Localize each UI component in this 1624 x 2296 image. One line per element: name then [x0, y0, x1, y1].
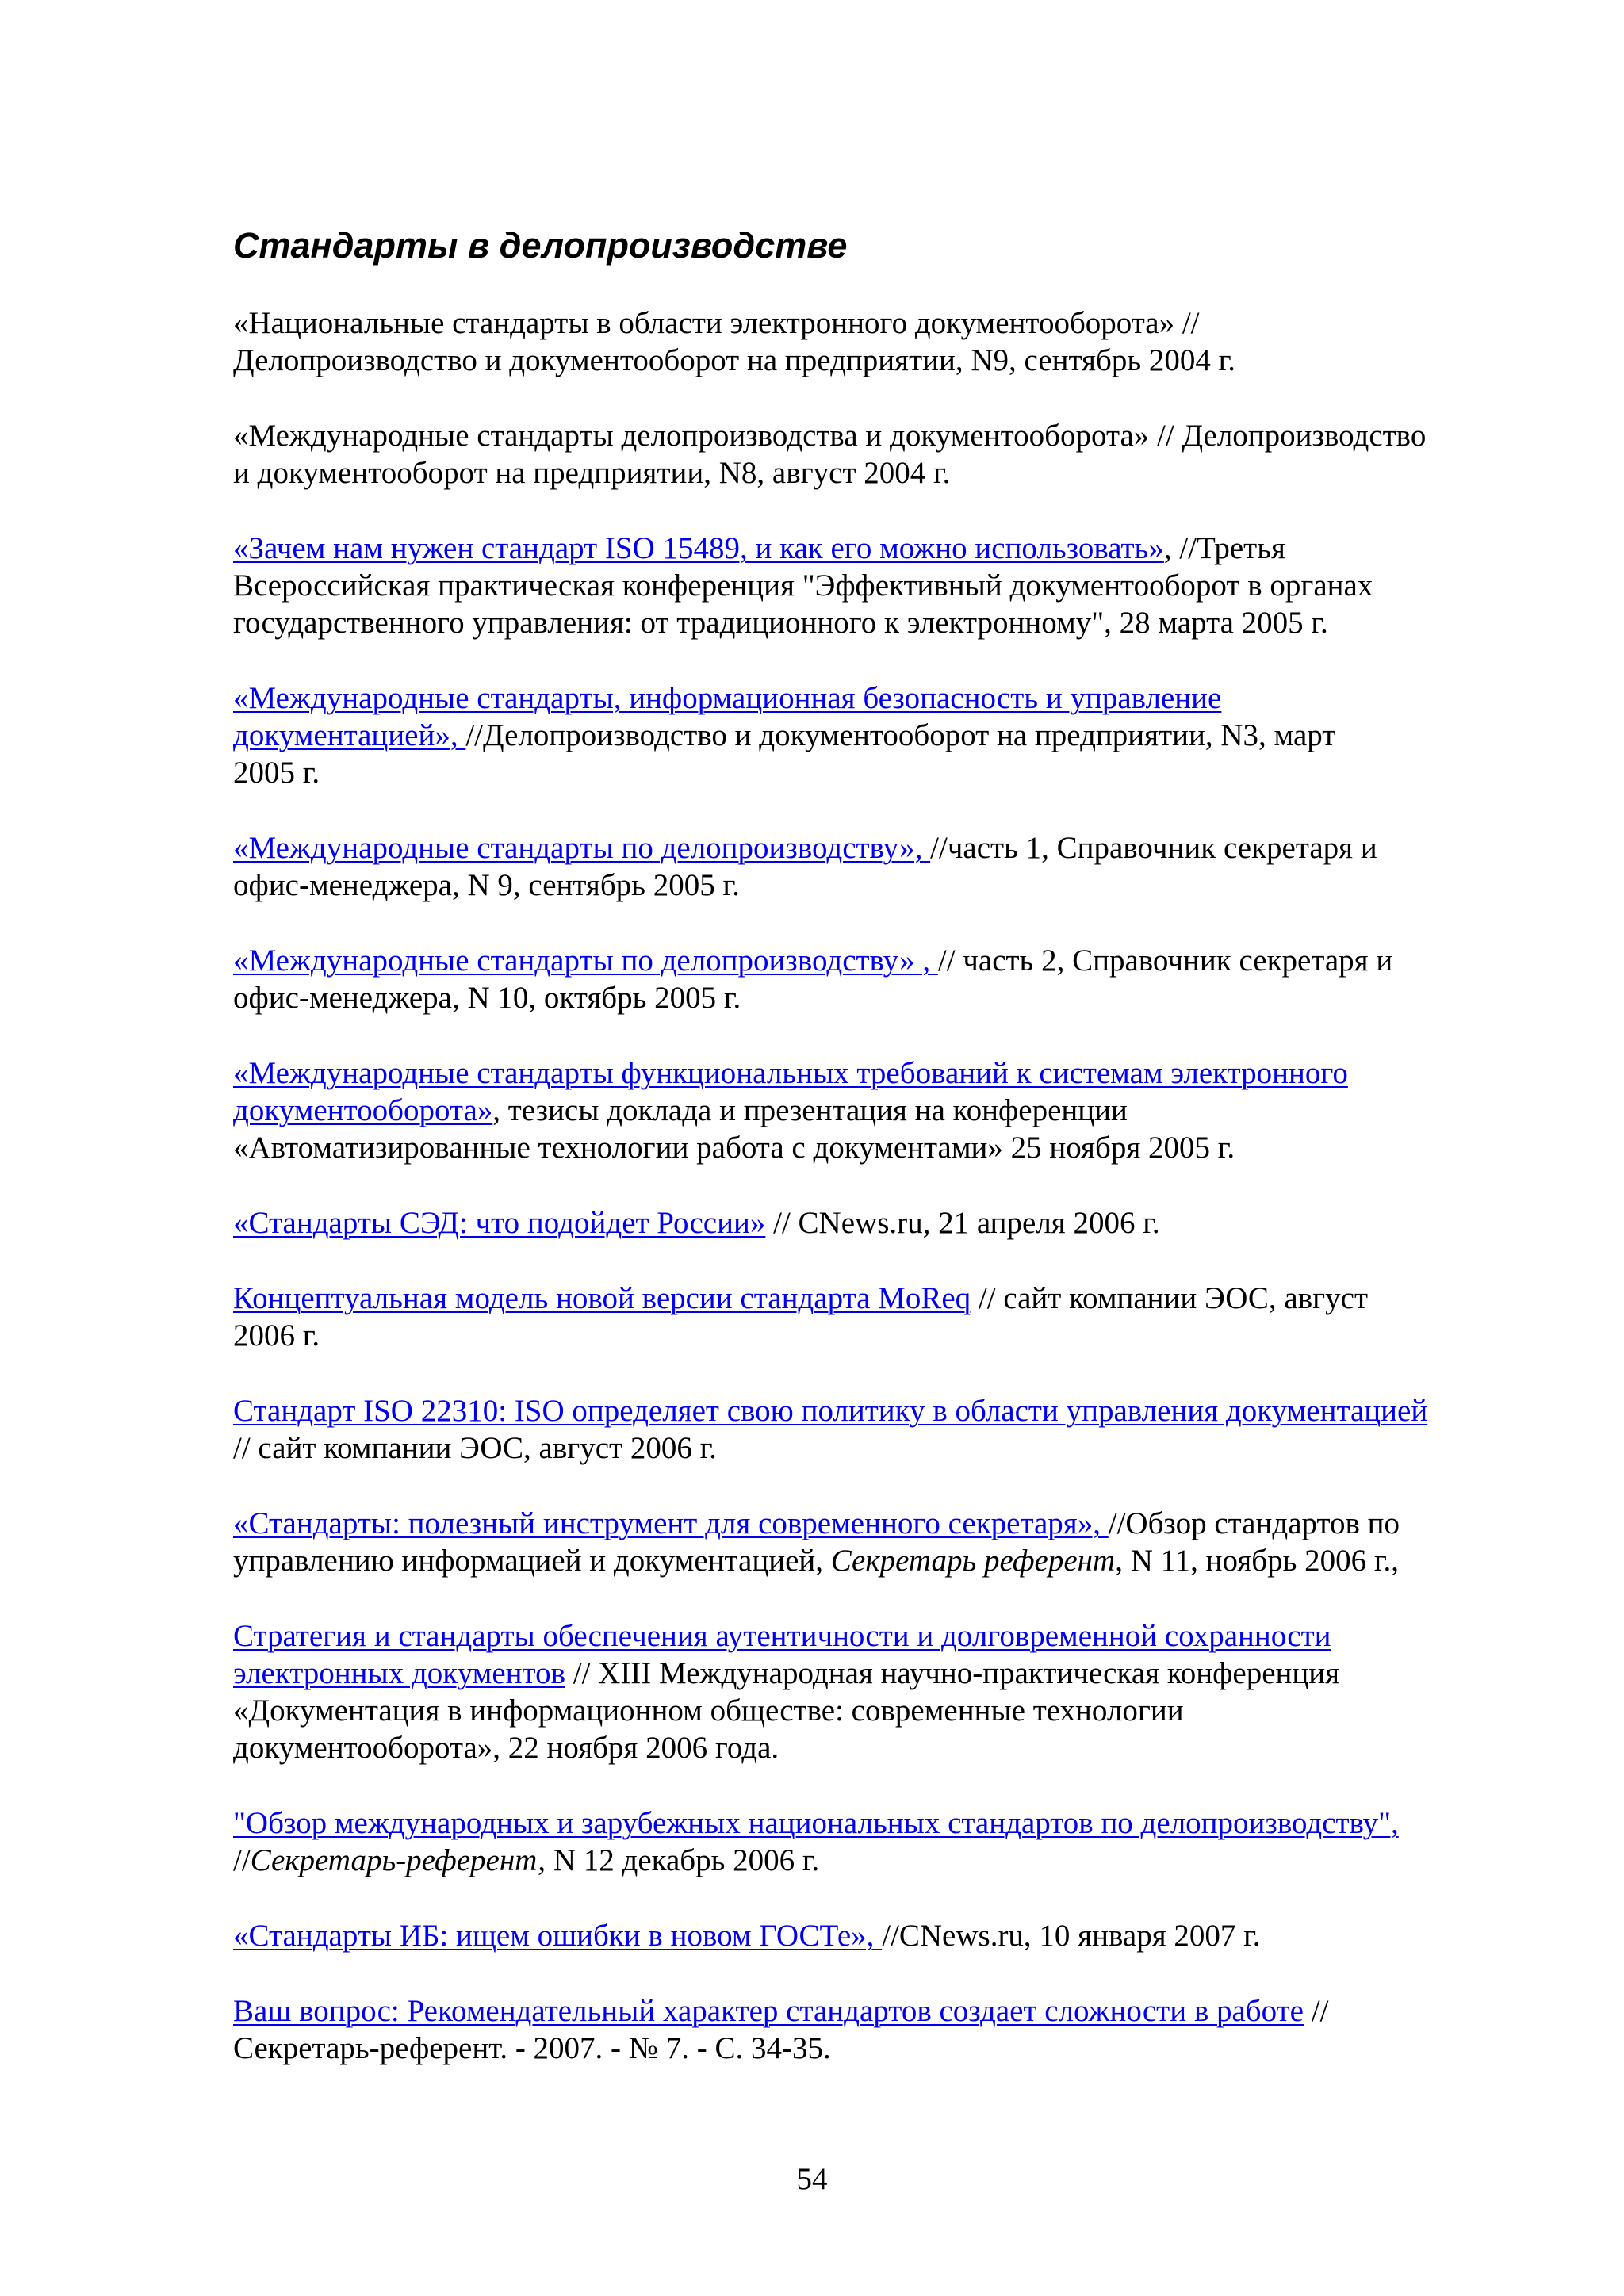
- bibliography-entry: [233, 530, 1518, 641]
- entry-link[interactable]: электронных документов: [233, 1656, 565, 1690]
- entry-text: //Обзор стандартов по: [1108, 1506, 1400, 1540]
- entry-link[interactable]: документацией»,: [233, 718, 466, 752]
- journal-title: Секретарь-референт,: [250, 1843, 546, 1877]
- bibliography-entry: [233, 679, 1518, 791]
- entry-text: // XIII Международная научно-практическая конференция: [565, 1656, 1340, 1690]
- entry-text: //: [1303, 1994, 1329, 2028]
- entry-text: «Автоматизированные технологии работа с документами» 25 ноября 2005 г.: [233, 1131, 1235, 1165]
- entry-link[interactable]: Стандарт ISO 22310: ISO определяет свою политику в области управления документацией: [233, 1394, 1428, 1428]
- entry-text: офис-менеджера, N 9, сентябрь 2005 г.: [233, 868, 740, 902]
- entry-text: Секретарь-референт. - 2007. - № 7. - С. 34-35.: [233, 2031, 831, 2065]
- entry-text: // CNews.ru, 21 апреля 2006 г.: [765, 1206, 1160, 1240]
- entry-text: государственного управления: от традиционного к электронному", 28 марта 2005 г.: [233, 606, 1328, 640]
- bibliography-entry: [233, 1280, 1518, 1354]
- entry-text: //Делопроизводство и документооборот на предприятии, N3, март: [465, 718, 1336, 752]
- entry-text: // часть 2, Справочник секретаря и: [937, 943, 1393, 978]
- entry-text: // сайт компании ЭОС, август: [971, 1281, 1368, 1315]
- bibliography-entry: [233, 304, 1518, 379]
- entry-text: документооборота», 22 ноября 2006 года.: [233, 1731, 779, 1765]
- entry-text: управлению информацией и документацией,: [233, 1544, 831, 1578]
- entry-text: 2006 г.: [233, 1318, 320, 1353]
- bibliography-entry: [233, 1917, 1518, 1954]
- entry-link[interactable]: Концептуальная модель новой версии стандарта MoReq: [233, 1281, 971, 1315]
- bibliography-entry: [233, 1392, 1518, 1467]
- journal-title: Секретарь референт: [830, 1544, 1116, 1578]
- section-heading: Стандарты в делопроизводстве: [233, 225, 848, 266]
- entry-link[interactable]: Стратегия и стандарты обеспечения аутентичности и долговременной сохранности: [233, 1619, 1331, 1653]
- entry-text: , тезисы доклада и презентация на конференции: [492, 1093, 1128, 1127]
- entry-link[interactable]: «Международные стандарты по делопроизводству»,: [233, 831, 931, 865]
- bibliography-entry: [233, 942, 1518, 1016]
- entry-link[interactable]: «Международные стандарты функциональных требований к системам электронного: [233, 1056, 1348, 1090]
- entry-text: //CNews.ru, 10 января 2007 г.: [882, 1919, 1261, 1953]
- entry-text: //: [233, 1843, 251, 1877]
- bibliography-entry: [233, 1992, 1518, 2067]
- entry-text: офис-менеджера, N 10, октябрь 2005 г.: [233, 981, 741, 1015]
- entry-link[interactable]: «Стандарты ИБ: ищем ошибки в новом ГОСТе»,: [233, 1919, 883, 1953]
- entry-link[interactable]: Ваш вопрос: Рекомендательный характер стандартов создает сложности в работе: [233, 1994, 1304, 2028]
- entry-link[interactable]: «Стандарты СЭД: что подойдет России»: [233, 1206, 766, 1240]
- entry-link[interactable]: «Стандарты: полезный инструмент для современного секретаря»,: [233, 1506, 1109, 1540]
- entry-text: //часть 1, Справочник секретаря и: [930, 831, 1377, 865]
- entry-text: «Документация в информационном обществе: современные технологии: [233, 1693, 1184, 1728]
- bibliography-list: [233, 304, 1518, 2105]
- entry-text: 2005 г.: [233, 756, 320, 790]
- bibliography-entry: [233, 829, 1518, 904]
- entry-text: и документооборот на предприятии, N8, август 2004 г.: [233, 456, 951, 490]
- entry-text: , N 11, ноябрь 2006 г.,: [1115, 1544, 1399, 1578]
- entry-link[interactable]: «Международные стандарты, информационная безопасность и управление: [233, 681, 1222, 715]
- entry-text: Всероссийская практическая конференция "Эффективный документооборот в органах: [233, 568, 1373, 603]
- entry-link[interactable]: «Зачем нам нужен стандарт ISO 15489, и как его можно использовать»: [233, 531, 1164, 565]
- entry-link[interactable]: документооборота»: [233, 1093, 493, 1127]
- entry-text: «Национальные стандарты в области электронного документооборота» //: [233, 306, 1200, 340]
- bibliography-entry: [233, 1617, 1518, 1766]
- entry-text: «Международные стандарты делопроизводства и документооборота» // Делопроизводство: [233, 419, 1427, 453]
- bibliography-entry: [233, 1204, 1518, 1242]
- entry-text: // сайт компании ЭОС, август 2006 г.: [233, 1431, 717, 1465]
- bibliography-entry: [233, 1054, 1518, 1166]
- entry-text: Делопроизводство и документооборот на предприятии, N9, сентябрь 2004 г.: [233, 343, 1235, 377]
- entry-link[interactable]: "Обзор международных и зарубежных национальных стандартов по делопроизводству",: [233, 1806, 1399, 1840]
- bibliography-entry: [233, 1505, 1518, 1579]
- bibliography-entry: [233, 1804, 1518, 1879]
- page-number: 54: [796, 2162, 828, 2196]
- entry-link[interactable]: «Международные стандарты по делопроизводству» ,: [233, 943, 938, 978]
- entry-text: , //Третья: [1163, 531, 1285, 565]
- bibliography-entry: [233, 417, 1518, 492]
- entry-text: N 12 декабрь 2006 г.: [546, 1843, 820, 1877]
